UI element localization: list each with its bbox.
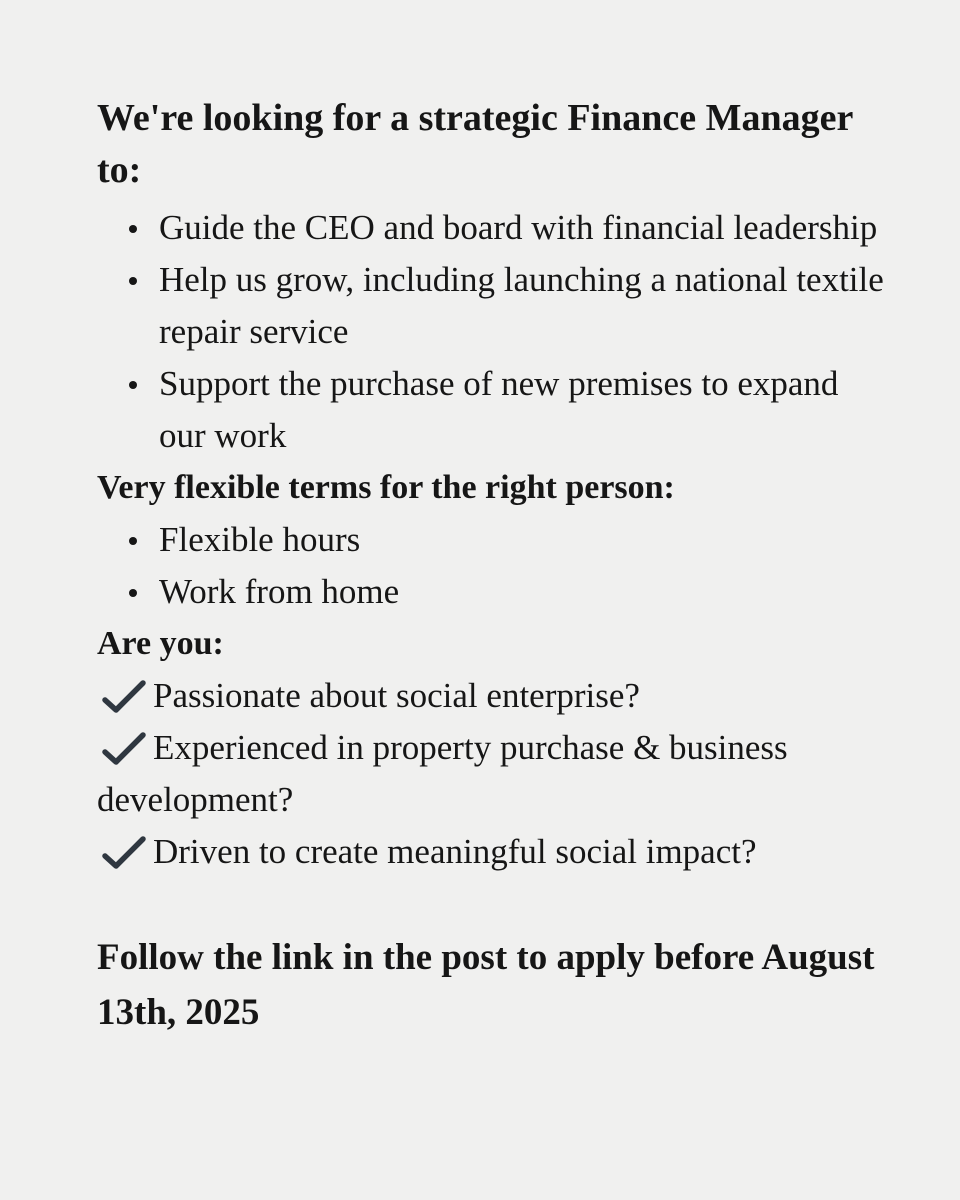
duties-list [97,202,887,462]
questions-list [97,670,887,878]
list-item: Work from home [97,566,887,618]
bullet-icon [129,589,137,597]
list-item: Guide the CEO and board with financial leadership [97,202,887,254]
bullet-icon [129,225,137,233]
list-item: Passionate about social enterprise? [97,670,887,722]
bullet-icon [129,537,137,545]
list-item: Experienced in property purchase & business development? [97,728,788,819]
list-item: Driven to create meaningful social impact? [97,826,887,878]
list-item: Help us grow, including launching a national textile repair service [97,254,887,358]
call-to-action: Follow the link in the post to apply before August 13th, 2025 [97,937,875,1033]
terms-list [97,514,887,618]
list-item: Flexible hours [97,514,887,566]
headline: We're looking for a strategic Finance Manager to: [97,97,853,191]
check-mark-icon [101,680,147,714]
terms-heading: Very flexible terms for the right person: [97,469,675,506]
questions-heading: Are you: [97,625,224,662]
bullet-icon [129,381,137,389]
job-post-card [97,92,887,1040]
check-mark-icon [101,732,147,766]
check-mark-icon [101,836,147,870]
bullet-icon [129,277,137,285]
list-item: Support the purchase of new premises to expand our work [97,358,887,462]
